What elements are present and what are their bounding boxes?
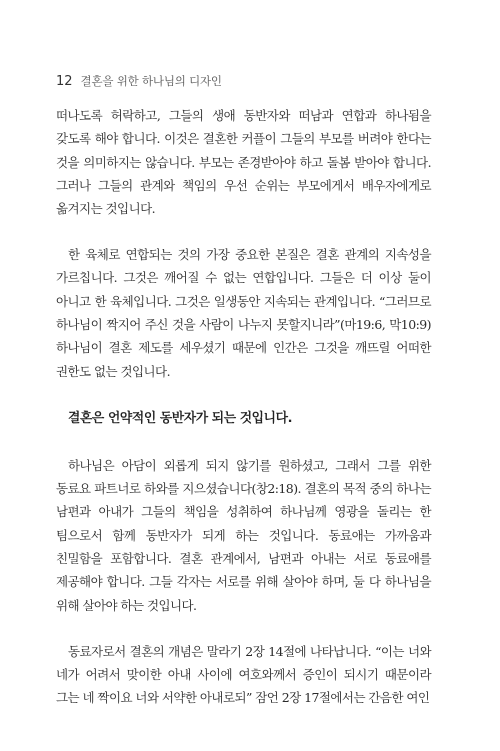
paragraph-3: 하나님은 아담이 외롭게 되지 않기를 원하셨고, 그래서 그를 위한 동료요 파트너로 하와를 지으셨습니다(창2:18). 결혼의 목적 중의 하나는 남편과 아내가 그들의 책임을 성취하여 하나님께 영광을 돌리는 한 팀으로서 함께 동반자가 되게 하는 것입니다. 동료애는 가까움과 친밀함을 포함합니다. 결혼 관계에서, 남편과 아내는 서로 동료애를 제공해야 합니다. 그들 각자는 서로를 위해 살아야 하며, 둘 다 하나님을 위해 살아야 하는 것입니다.: [56, 457, 431, 613]
paragraph-2: 한 육체로 연합되는 것의 가장 중요한 본질은 결혼 관계의 지속성을 가르칩니다. 그것은 깨어질 수 없는 연합입니다. 그들은 더 이상 둘이 아니고 한 육체입니다. 그것은 일생동안 지속되는 관계입니다. “그러므로 하나님이 짝지어 주신 것을 사람이 나누지 못할지니라”(마19:6, 막10:9) 하나님이 결혼 제도를 세우셨기 때문에 인간은 그것을 깨뜨릴 어떠한 권한도 없는 것입니다.: [56, 247, 431, 379]
paragraph-1: 떠나도록 허락하고, 그들의 생애 동반자와 떠남과 연합과 하나됨을 갖도록 해야 합니다. 이것은 결혼한 커플이 그들의 부모를 버려야 한다는 것을 의미하지는 않습니다. 부모는 존경받아야 하고 돌봄 받아야 합니다. 그러나 그들의 관계와 책임의 우선 순위는 부모에게서 배우자에게로 옮겨지는 것입니다.: [56, 108, 431, 217]
paragraph-4: 동료자로서 결혼의 개념은 말라기 2장 14절에 나타납니다. “이는 너와 네가 어려서 맞이한 아내 사이에 여호와께서 증인이 되시기 때문이라 그는 네 짝이요 너와 서약한 아내로되” 잠언 2장 17절에서는 간음한 여인: [56, 643, 431, 706]
section-heading: 결혼은 언약적인 동반자가 되는 것입니다.: [68, 410, 293, 426]
page-header: [56, 73, 222, 89]
running-title: 결혼을 위한 하나님의 디자인: [80, 74, 222, 88]
page-number: 12: [56, 74, 73, 89]
page-body: [56, 104, 431, 709]
